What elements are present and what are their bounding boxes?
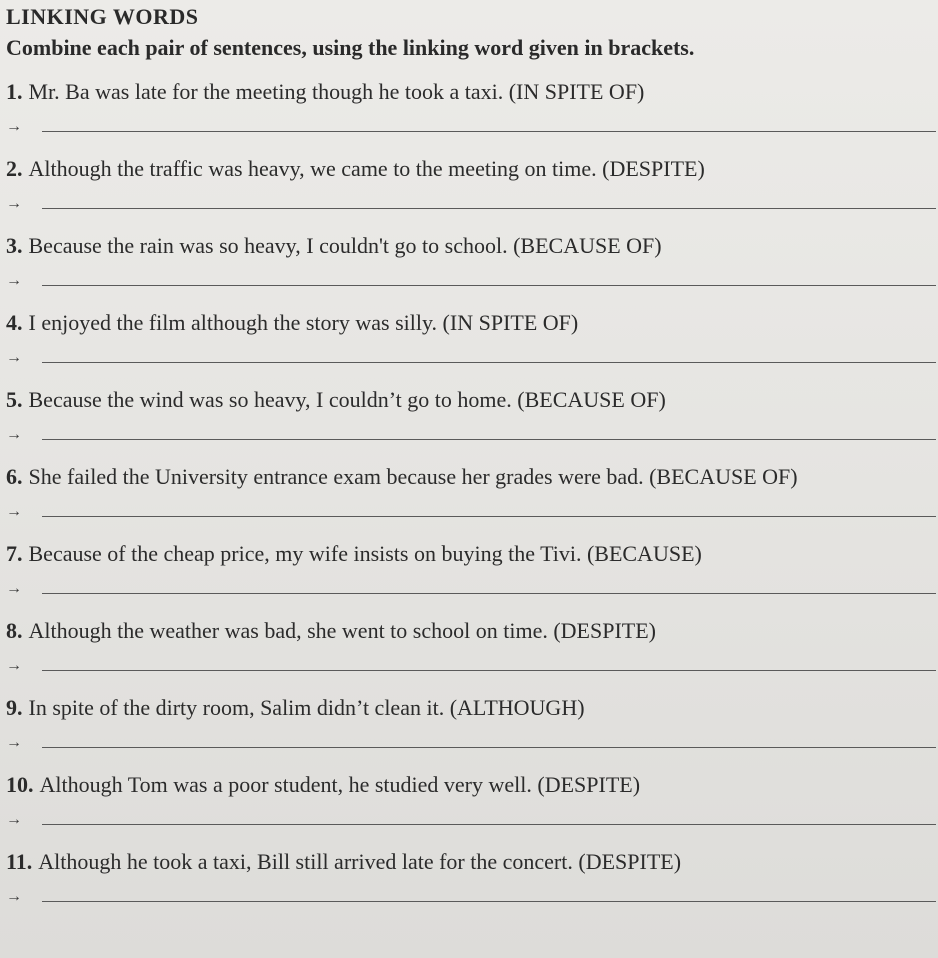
answer-row xyxy=(6,733,936,753)
exercise-text: Although Tom was a poor student, he studied very well. (DESPITE) xyxy=(39,772,641,797)
exercise-number: 7. xyxy=(6,541,23,566)
exercise-text: In spite of the dirty room, Salim didn’t clean it. (ALTHOUGH) xyxy=(28,695,585,720)
answer-row xyxy=(6,579,936,599)
exercise-item-8 xyxy=(0,618,938,695)
exercise-number: 6. xyxy=(6,464,23,489)
answer-row xyxy=(6,117,936,137)
exercise-item-2 xyxy=(0,156,938,233)
exercise-text: I enjoyed the film although the story was silly. (IN SPITE OF) xyxy=(28,310,579,335)
arrow-icon: → xyxy=(6,272,22,289)
exercise-item-5 xyxy=(0,387,938,464)
exercise-text: Because of the cheap price, my wife insists on buying the Tivi. (BECAUSE) xyxy=(28,541,702,566)
exercise-item-1 xyxy=(0,79,938,156)
exercise-text: Because the rain was so heavy, I couldn't go to school. (BECAUSE OF) xyxy=(28,233,662,258)
exercise-number: 9. xyxy=(6,695,23,720)
exercise-item-3 xyxy=(0,233,938,310)
exercise-sentence xyxy=(6,849,681,875)
answer-line[interactable] xyxy=(42,208,936,209)
exercise-number: 8. xyxy=(6,618,23,643)
exercise-text: Although he took a taxi, Bill still arrived late for the concert. (DESPITE) xyxy=(38,849,682,874)
answer-row xyxy=(6,810,936,830)
exercise-sentence xyxy=(6,233,662,259)
exercise-number: 11. xyxy=(6,849,33,874)
exercise-list xyxy=(0,79,938,926)
exercise-number: 2. xyxy=(6,156,23,181)
exercise-text: She failed the University entrance exam because her grades were bad. (BECAUSE OF) xyxy=(28,464,798,489)
exercise-sentence xyxy=(6,310,578,336)
arrow-icon: → xyxy=(6,503,22,520)
exercise-text: Mr. Ba was late for the meeting though he took a taxi. (IN SPITE OF) xyxy=(28,79,645,104)
exercise-sentence xyxy=(6,618,656,644)
exercise-item-7 xyxy=(0,541,938,618)
answer-line[interactable] xyxy=(42,747,936,748)
answer-row xyxy=(6,348,936,368)
exercise-sentence xyxy=(6,464,798,490)
exercise-sentence xyxy=(6,541,702,567)
answer-line[interactable] xyxy=(42,670,936,671)
exercise-number: 10. xyxy=(6,772,34,797)
answer-line[interactable] xyxy=(42,901,936,902)
arrow-icon: → xyxy=(6,734,22,751)
exercise-number: 1. xyxy=(6,79,23,104)
answer-row xyxy=(6,502,936,522)
answer-row xyxy=(6,271,936,291)
exercise-sentence xyxy=(6,387,666,413)
exercise-item-4 xyxy=(0,310,938,387)
answer-line[interactable] xyxy=(42,131,936,132)
exercise-sentence xyxy=(6,695,585,721)
instruction-text: Combine each pair of sentences, using the linking word given in brackets. xyxy=(6,35,695,60)
arrow-icon: → xyxy=(6,811,22,828)
arrow-icon: → xyxy=(6,118,22,135)
answer-line[interactable] xyxy=(42,593,936,594)
exercise-text: Because the wind was so heavy, I couldn’t go to home. (BECAUSE OF) xyxy=(28,387,666,412)
arrow-icon: → xyxy=(6,888,22,905)
answer-line[interactable] xyxy=(42,362,936,363)
arrow-icon: → xyxy=(6,580,22,597)
exercise-item-6 xyxy=(0,464,938,541)
answer-line[interactable] xyxy=(42,439,936,440)
exercise-number: 4. xyxy=(6,310,23,335)
answer-row xyxy=(6,656,936,676)
exercise-number: 5. xyxy=(6,387,23,412)
arrow-icon: → xyxy=(6,657,22,674)
exercise-item-9 xyxy=(0,695,938,772)
arrow-icon: → xyxy=(6,195,22,212)
exercise-sentence xyxy=(6,156,705,182)
exercise-item-11 xyxy=(0,849,938,926)
answer-row xyxy=(6,194,936,214)
exercise-sentence xyxy=(6,79,644,105)
exercise-item-10 xyxy=(0,772,938,849)
exercise-sentence xyxy=(6,772,640,798)
answer-line[interactable] xyxy=(42,285,936,286)
answer-row xyxy=(6,887,936,907)
exercise-text: Although the traffic was heavy, we came to the meeting on time. (DESPITE) xyxy=(28,156,705,181)
arrow-icon: → xyxy=(6,426,22,443)
answer-line[interactable] xyxy=(42,824,936,825)
answer-row xyxy=(6,425,936,445)
arrow-icon: → xyxy=(6,349,22,366)
exercise-number: 3. xyxy=(6,233,23,258)
answer-line[interactable] xyxy=(42,516,936,517)
worksheet-title: LINKING WORDS xyxy=(6,4,199,29)
exercise-text: Although the weather was bad, she went to school on time. (DESPITE) xyxy=(28,618,656,643)
